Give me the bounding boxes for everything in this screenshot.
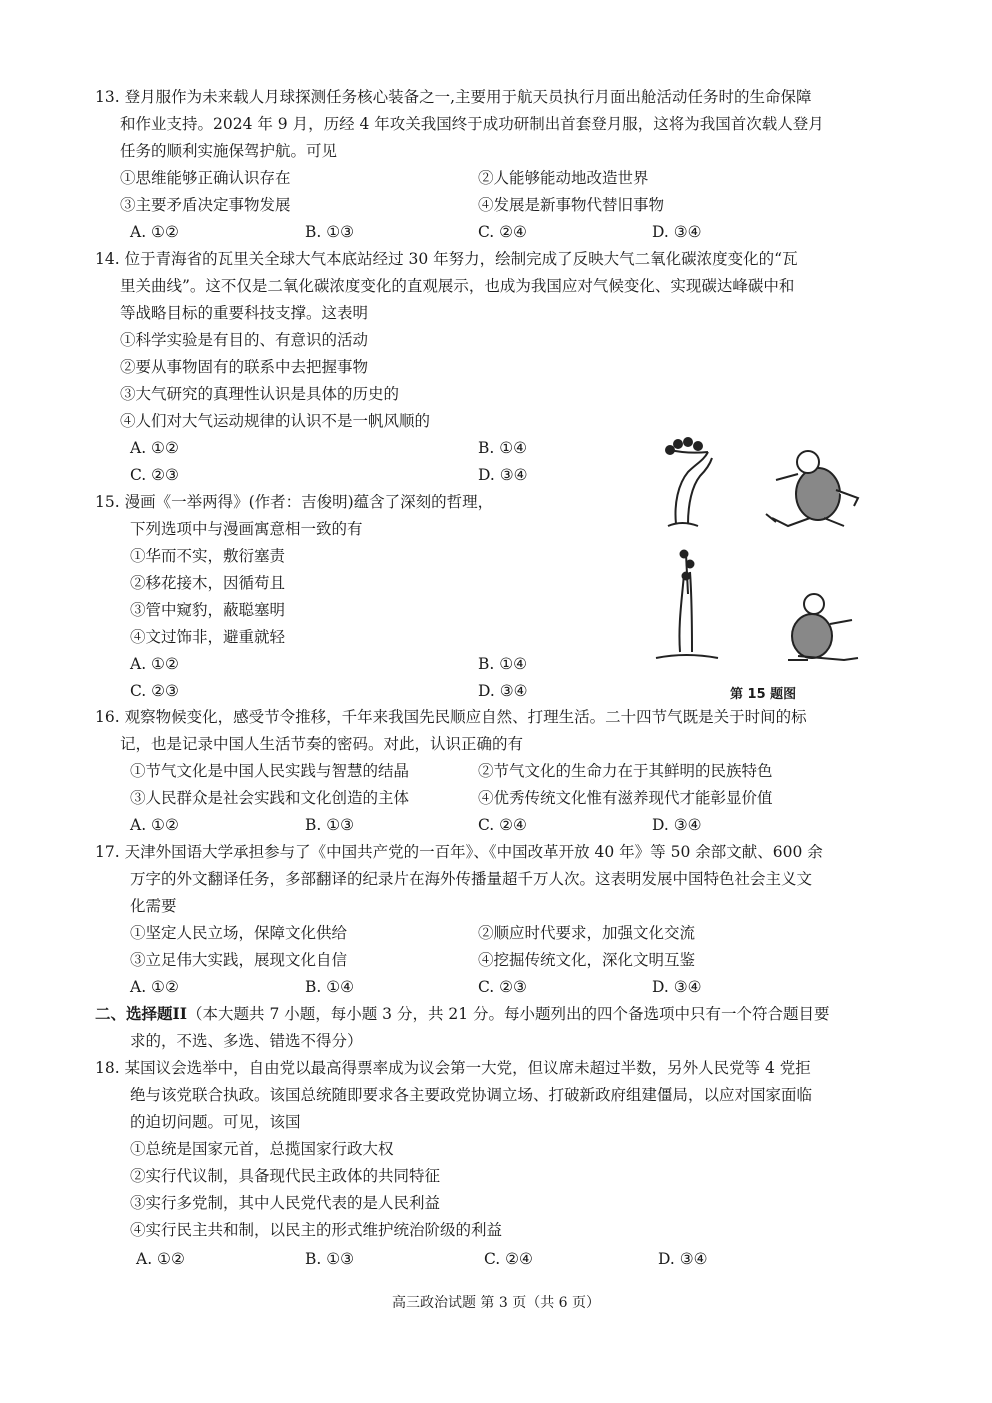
q15-item-1: ①华而不实，敷衍塞责	[130, 547, 286, 565]
q18-item-3: ③实行多党制，其中人民党代表的是人民利益	[130, 1194, 441, 1212]
q15-stem-line-1: 15. 漫画《一举两得》(作者：吉俊明)蕴含了深刻的哲理，	[95, 493, 494, 511]
section2-instructions-1: （本大题共 7 小题，每小题 3 分，共 21 分。每小题列出的四个备选项中只有一个符合题目要	[187, 1005, 830, 1023]
q18-stem-line-1: 18. 某国议会选举中，自由党以最高得票率成为议会第一大党，但议席未超过半数，另外人民党等 4 党拒	[95, 1059, 811, 1077]
q18-choice-b[interactable]: B. ①③	[305, 1250, 355, 1268]
q13-choice-a[interactable]: A. ①②	[130, 223, 179, 241]
q17-item-3: ③立足伟大实践，展现文化自信	[130, 951, 348, 969]
q18-stem-line-3: 的迫切问题。可见，该国	[130, 1113, 301, 1131]
q17-stem-line-2: 万字的外文翻译任务，多部翻译的纪录片在海外传播量超千万人次。这表明发展中国特色社会主义文	[130, 870, 813, 888]
q14-item-4: ④人们对大气运动规律的认识不是一帆风顺的	[120, 412, 431, 430]
q13-item-1: ①思维能够正确认识存在	[120, 169, 291, 187]
q14-choice-c[interactable]: C. ②③	[130, 466, 179, 484]
q17-choice-c[interactable]: C. ②③	[478, 978, 527, 996]
q15-comic-caption: 第 15 题图	[730, 687, 797, 702]
q15-comic-image	[648, 414, 876, 676]
q16-choice-d[interactable]: D. ③④	[652, 816, 702, 834]
q17-choice-d[interactable]: D. ③④	[652, 978, 702, 996]
q18-choice-d[interactable]: D. ③④	[658, 1250, 708, 1268]
q15-stem-line-2: 下列选项中与漫画寓意相一致的有	[130, 520, 363, 538]
q16-item-1: ①节气文化是中国人民实践与智慧的结晶	[130, 762, 410, 780]
q17-choice-a[interactable]: A. ①②	[130, 978, 179, 996]
q15-item-3: ③管中窥豹，蔽聪塞明	[130, 601, 286, 619]
q13-stem-line-2: 和作业支持。2024 年 9 月，历经 4 年攻关我国终于成功研制出首套登月服，这将为我国首次载人登月	[120, 115, 824, 133]
q13-stem-line-1: 13. 登月服作为未来载人月球探测任务核心装备之一,主要用于航天员执行月面出舱活动任务时的生命保障	[95, 88, 812, 106]
q13-stem-line-3: 任务的顺利实施保驾护航。可见	[120, 142, 338, 160]
q13-item-4: ④发展是新事物代替旧事物	[478, 196, 665, 214]
q15-item-2: ②移花接木，因循苟且	[130, 574, 286, 592]
q13-choice-d[interactable]: D. ③④	[652, 223, 702, 241]
q15-choice-b[interactable]: B. ①④	[478, 655, 528, 673]
q14-item-3: ③大气研究的真理性认识是具体的历史的	[120, 385, 400, 403]
q17-stem-line-3: 化需要	[130, 897, 177, 915]
q16-choice-a[interactable]: A. ①②	[130, 816, 179, 834]
comic-tree-top	[666, 438, 712, 526]
q13-item-2: ②人能够能动地改造世界	[478, 169, 649, 187]
q14-choice-b[interactable]: B. ①④	[478, 439, 528, 457]
comic-tree-bottom	[656, 551, 718, 659]
q18-item-1: ①总统是国家元首，总揽国家行政大权	[130, 1140, 394, 1158]
q18-item-2: ②实行代议制，具备现代民主政体的共同特征	[130, 1167, 441, 1185]
q16-item-2: ②节气文化的生命力在于其鲜明的民族特色	[478, 762, 773, 780]
q17-item-4: ④挖掘传统文化，深化文明互鉴	[478, 951, 696, 969]
q14-choice-a[interactable]: A. ①②	[130, 439, 179, 457]
section2-heading: 二、选择题II	[95, 1004, 188, 1023]
section2-instructions-2: 求的，不选、多选、错选不得分）	[130, 1032, 363, 1050]
q16-choice-c[interactable]: C. ②④	[478, 816, 527, 834]
q14-choice-d[interactable]: D. ③④	[478, 466, 528, 484]
q14-item-1: ①科学实验是有目的、有意识的活动	[120, 331, 369, 349]
q14-item-2: ②要从事物固有的联系中去把握事物	[120, 358, 369, 376]
q18-item-4: ④实行民主共和制，以民主的形式维护统治阶级的利益	[130, 1221, 503, 1239]
q16-stem-line-1: 16. 观察物候变化，感受节令推移，千年来我国先民顺应自然、打理生活。二十四节气既是关于时间的标	[95, 708, 807, 726]
q15-choice-d[interactable]: D. ③④	[478, 682, 528, 700]
page-footer: 高三政治试题 第 3 页（共 6 页）	[391, 1295, 601, 1311]
q17-item-2: ②顺应时代要求，加强文化交流	[478, 924, 696, 942]
q15-item-4: ④文过饰非，避重就轻	[130, 628, 286, 646]
q17-choice-b[interactable]: B. ①④	[305, 978, 355, 996]
q18-choice-a[interactable]: A. ①②	[136, 1250, 185, 1268]
q14-stem-line-3: 等战略目标的重要科技支撑。这表明	[120, 304, 369, 322]
q18-stem-line-2: 绝与该党联合执政。该国总统随即要求各主要政党协调立场、打破新政府组建僵局，以应对国家面临	[130, 1086, 813, 1104]
q15-choice-a[interactable]: A. ①②	[130, 655, 179, 673]
q16-choice-b[interactable]: B. ①③	[305, 816, 355, 834]
section2-heading-line-1	[95, 1003, 830, 1025]
comic-man-kneeling	[788, 594, 858, 660]
q17-stem-line-1: 17. 天津外国语大学承担参与了《中国共产党的一百年》、《中国改革开放 40 年》等 50 余部文献、600 余	[95, 843, 823, 861]
q16-stem-line-2: 记，也是记录中国人生活节奏的密码。对此，认识正确的有	[120, 735, 524, 753]
q13-item-3: ③主要矛盾决定事物发展	[120, 196, 291, 214]
q14-stem-line-2: 里关曲线”。这不仅是二氧化碳浓度变化的直观展示，也成为我国应对气候变化、实现碳达峰碳中和	[120, 277, 795, 295]
comic-man-running	[766, 451, 858, 526]
q13-choice-b[interactable]: B. ①③	[305, 223, 355, 241]
q17-item-1: ①坚定人民立场，保障文化供给	[130, 924, 348, 942]
q14-stem-line-1: 14. 位于青海省的瓦里关全球大气本底站经过 30 年努力，绘制完成了反映大气二氧化碳浓度变化的“瓦	[95, 250, 798, 268]
q15-choice-c[interactable]: C. ②③	[130, 682, 179, 700]
q18-choice-c[interactable]: C. ②④	[484, 1250, 533, 1268]
q13-choice-c[interactable]: C. ②④	[478, 223, 527, 241]
q16-item-3: ③人民群众是社会实践和文化创造的主体	[130, 789, 410, 807]
q16-item-4: ④优秀传统文化惟有滋养现代才能彰显价值	[478, 789, 773, 807]
